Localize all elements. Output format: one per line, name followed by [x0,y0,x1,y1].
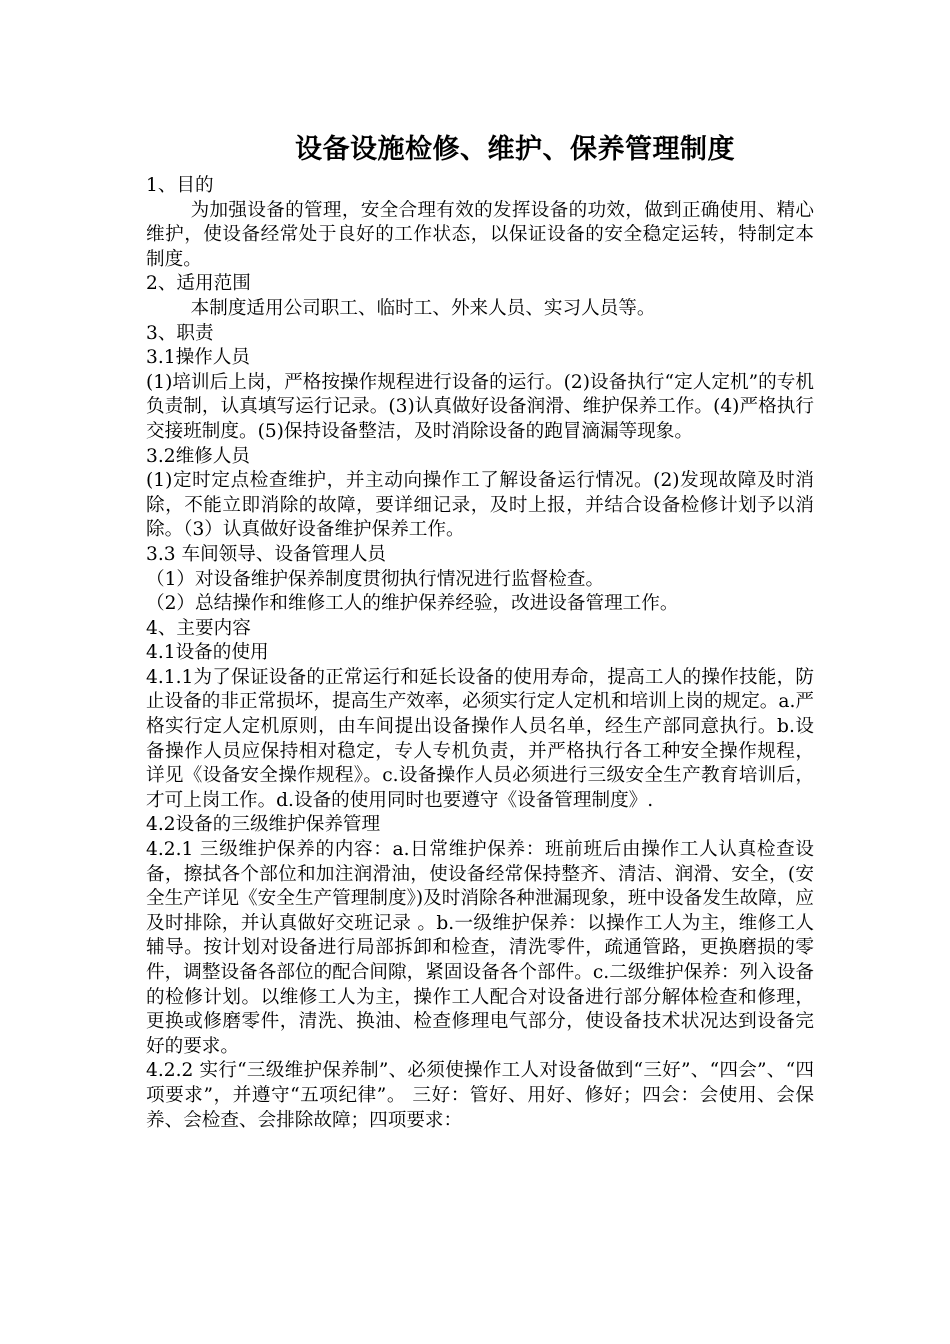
subheading-operators: 3.1操作人员 [146,347,250,369]
paragraph-managers-2: （2）总结操作和维修工人的维护保养经验，改进设备管理工作。 [146,593,679,615]
heading-main-content: 4、主要内容 [146,617,251,639]
paragraph-purpose: 为加强设备的管理，安全合理有效的发挥设备的功效，做到正确使用、精心维护，使设备经常处于良好的工作状态，以保证设备的安全稳定运转，特制定本制度。 [146,199,814,270]
subheading-three-level-maintenance: 4.2设备的三级维护保养管理 [146,814,381,836]
subheading-maintenance-staff: 3.2维修人员 [146,445,250,467]
document-body [146,174,814,1133]
paragraph-maintenance-staff: (1)定时定点检查维护，并主动向操作工了解设备运行情况。(2)发现故障及时消除，不能立即消除的故障，要详细记录，及时上报，并结合设备检修计划予以消除。（3）认真做好设备维护保养工作。 [146,470,814,541]
paragraph-scope: 本制度适用公司职工、临时工、外来人员、实习人员等。 [190,297,656,319]
document-title: 设备设施检修、维护、保养管理制度 [295,134,735,165]
heading-responsibilities: 3、职责 [146,322,214,344]
heading-scope: 2、适用范围 [146,273,251,295]
paragraph-three-level-system: 4.2.2 实行“三级维护保养制”、必须使操作工人对设备做到“三好”、“四会”、“四项要求”，并遵守“五项纪律”。 三好：管好、用好、修好；四会：会使用、会保养、会检查、会排除故障；四项要求： [146,1060,814,1131]
paragraph-managers-1: （1）对设备维护保养制度贯彻执行情况进行监督检查。 [146,568,605,590]
paragraph-operators: (1)培训后上岗，严格按操作规程进行设备的运行。(2)设备执行“定人定机”的专机负责制，认真填写运行记录。(3)认真做好设备润滑、维护保养工作。(4)严格执行交接班制度。(5)保持设备整洁，及时消除设备的跑冒滴漏等现象。 [146,371,814,442]
subheading-equipment-use: 4.1设备的使用 [146,642,269,664]
subheading-managers: 3.3 车间领导、设备管理人员 [146,543,387,565]
heading-purpose: 1、目的 [146,175,214,196]
paragraph-three-level-content: 4.2.1 三级维护保养的内容：a.日常维护保养：班前班后由操作工人认真检查设备，擦拭各个部位和加注润滑油，使设备经常保持整齐、清洁、润滑、安全，(安全生产详见《安全生产管理制度》)及时消除各种泄漏现象，班中设备发生故障，应及时排除，并认真做好交班记录 。b.一级维护保养：以操作工人为主，维修工人辅导。按计划对设备进行局部拆卸和检查，清洗零件，疏通管路，更换磨损的零件，调整设备各部位的配合间隙，紧固设备各个部件。c.二级维护保养：列入设备的检修计划。以维修工人为主，操作工人配合对设备进行部分解体检查和修理，更换或修磨零件，清洗、换油、检查修理电气部分，使设备技术状况达到设备完好的要求。 [146,839,814,1057]
paragraph-equipment-use: 4.1.1为了保证设备的正常运行和延长设备的使用寿命，提高工人的操作技能，防止设备的非正常损坏，提高生产效率，必须实行定人定机和培训上岗的规定。a.严格实行定人定机原则，由车间提出设备操作人员名单，经生产部同意执行。b.设备操作人员应保持相对稳定，专人专机负责，并严格执行各工种安全操作规程，详见《设备安全操作规程》。c.设备操作人员必须进行三级安全生产教育培训后，才可上岗工作。d.设备的使用同时也要遵守《设备管理制度》. [146,666,814,811]
